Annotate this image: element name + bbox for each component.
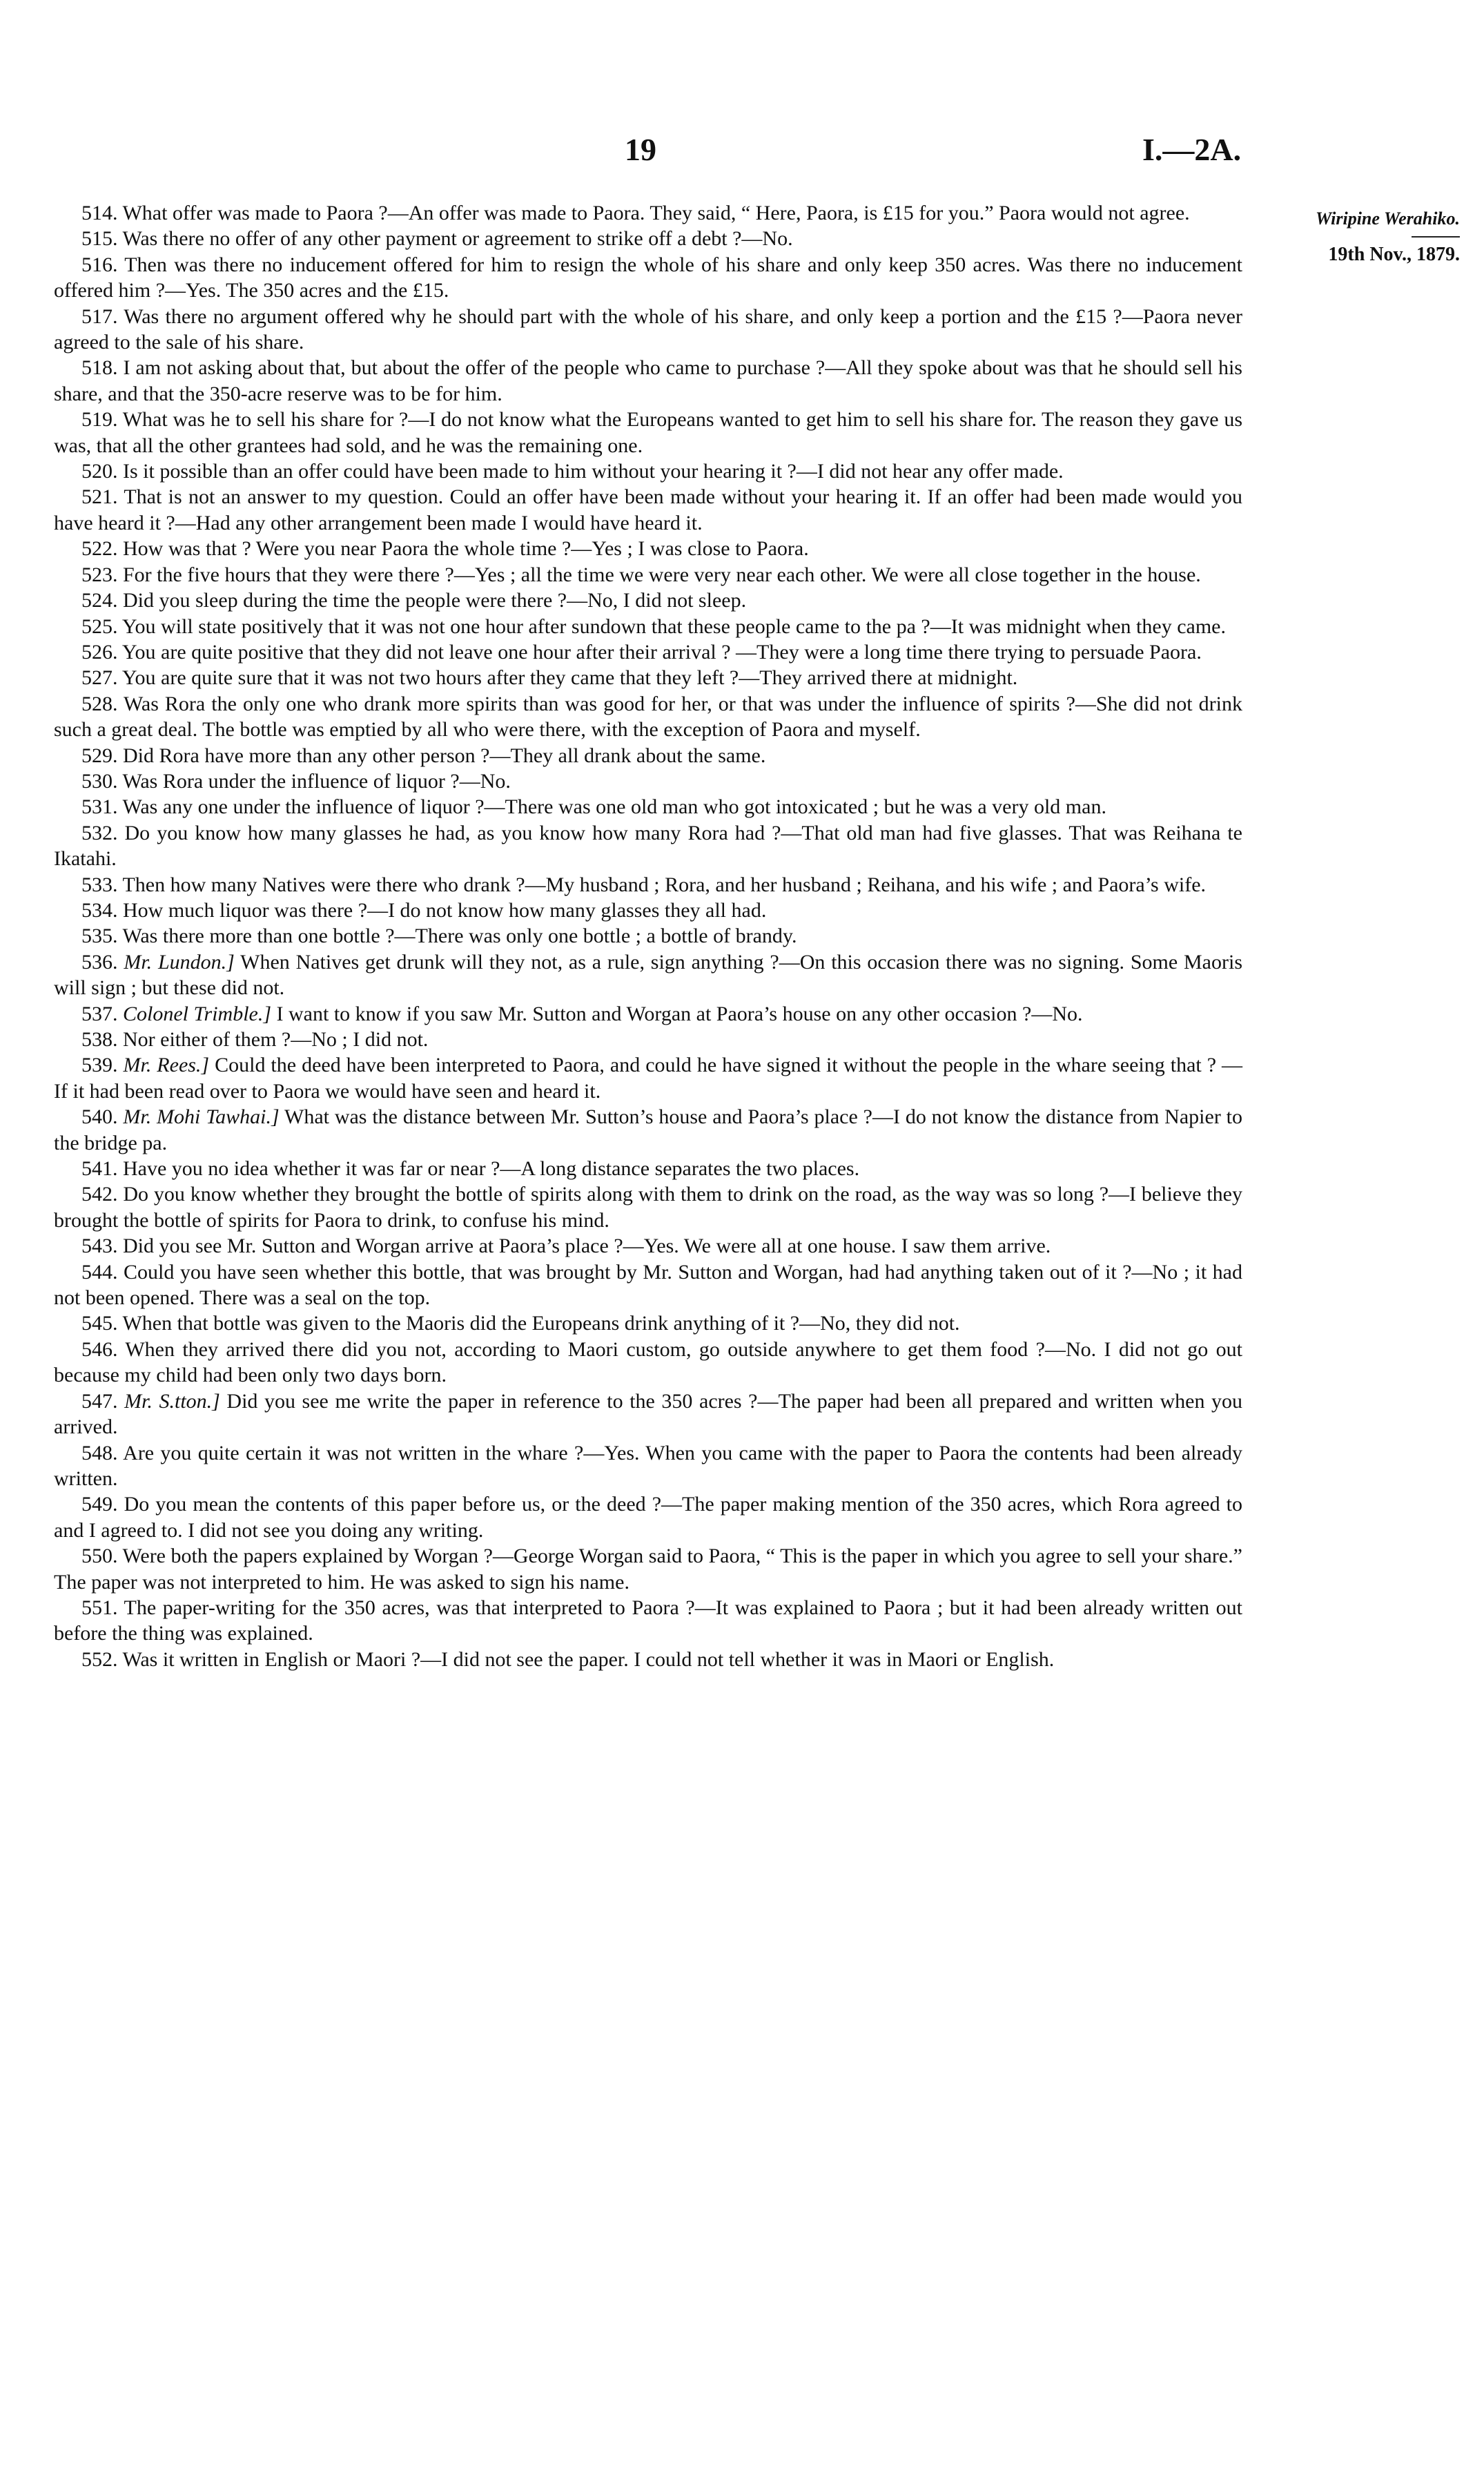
paragraph-text: Did you see me write the paper in reference to the 350 acres ?—The paper had been all prepared and written when you arrived. xyxy=(54,1389,1243,1439)
speaker-label: Mr. Lundon.] xyxy=(124,950,235,974)
paragraph-text: 526. You are quite positive that they did not leave one hour after their arrival ? —They were a long time there trying to persuade Paora. xyxy=(81,640,1202,664)
paragraph-text: 524. Did you sleep during the time the people were there ?—No, I did not sleep. xyxy=(81,589,747,612)
page-header xyxy=(0,131,1484,186)
paragraph-text: 550. Were both the papers explained by Worgan ?—George Worgan said to Paora, “ This is the paper in which you agree to sell your share.” The paper was not interpreted to him. He was asked to sign his name. xyxy=(54,1545,1242,1594)
paragraph-text: 528. Was Rora the only one who drank more spirits than was good for her, or that was under the influence of spirits ?—She did not drink such a great deal. The bottle was emptied by all who were there, with the exception of Paora and myself. xyxy=(54,692,1242,742)
testimony-paragraph xyxy=(54,252,1242,304)
paragraph-text: 536. xyxy=(81,950,118,974)
testimony-paragraph xyxy=(54,872,1242,898)
document-reference: I.—2A. xyxy=(1142,132,1242,167)
testimony-paragraph xyxy=(54,639,1242,665)
testimony-paragraph xyxy=(54,743,1242,768)
testimony-paragraph xyxy=(54,1440,1242,1492)
paragraph-text: 546. When they arrived there did you not, according to Maori custom, go outside anywhere to get them food ?—No. I did not go out because my child had been only two days born. xyxy=(54,1337,1242,1387)
paragraph-text: When Natives get drunk will they not, as a rule, sign anything ?—On this occasion there was no signing. Some Maoris will sign ; but these did not. xyxy=(54,950,1243,1000)
testimony-paragraph xyxy=(54,1001,1242,1027)
paragraph-text: 543. Did you see Mr. Sutton and Worgan arrive at Paora’s place ?—Yes. We were all at one house. I saw them arrive. xyxy=(81,1235,1051,1258)
testimony-paragraph xyxy=(54,304,1242,356)
testimony-paragraph xyxy=(54,691,1242,743)
paragraph-text: 544. Could you have seen whether this bottle, that was brought by Mr. Sutton and Worgan, had had anything taken out of it ?—No ; it had not been opened. There was a seal on the top. xyxy=(54,1260,1242,1310)
paragraph-text: 552. Was it written in English or Maori ?—I did not see the paper. I could not tell whether it was in Maori or English. xyxy=(81,1647,1055,1671)
paragraph-text: 527. You are quite sure that it was not two hours after they came that they left ?—They arrived there at midnight. xyxy=(81,666,1018,690)
paragraph-text: 517. Was there no argument offered why he should part with the whole of his share, and only keep a portion and the £15 ?—Paora never agreed to the sale of his share. xyxy=(54,304,1242,354)
paragraph-text: 521. That is not an answer to my question. Could an offer have been made without your hearing it. If an offer had been made would you have heard it ?—Had any other arrangement been made I would have heard it. xyxy=(54,485,1242,534)
paragraph-text: 523. For the five hours that they were there ?—Yes ; all the time we were very near each other. We were all close together in the house. xyxy=(81,563,1201,586)
paragraph-text: 515. Was there no offer of any other payment or agreement to strike off a debt ?—No. xyxy=(81,227,793,251)
testimony-paragraph xyxy=(54,588,1242,613)
speaker-label: Mr. S.tton.] xyxy=(124,1389,220,1413)
testimony-paragraph xyxy=(54,1104,1242,1156)
testimony-paragraph xyxy=(54,562,1242,588)
paragraph-text: 525. You will state positively that it was not one hour after sundown that these people came to the pa ?—It was midnight when they came. xyxy=(81,615,1226,638)
testimony-paragraph xyxy=(54,1052,1242,1104)
paragraph-text: 547. xyxy=(81,1389,118,1413)
testimony-date: 19th Nov., 1879. xyxy=(1328,244,1460,265)
testimony-paragraph xyxy=(54,820,1242,872)
testimony-paragraph xyxy=(54,355,1242,407)
testimony-paragraph xyxy=(54,1181,1242,1233)
testimony-paragraph xyxy=(54,536,1242,561)
testimony-paragraph xyxy=(54,1388,1242,1440)
testimony-body xyxy=(54,200,1242,1672)
paragraph-text: 538. Nor either of them ?—No ; I did not. xyxy=(81,1028,429,1051)
testimony-paragraph xyxy=(54,1233,1242,1259)
paragraph-text: 534. How much liquor was there ?—I do not know how many glasses they all had. xyxy=(81,898,767,922)
divider xyxy=(1412,236,1460,238)
speaker-label: Mr. Rees.] xyxy=(123,1054,210,1077)
testimony-paragraph xyxy=(54,407,1242,458)
testimony-paragraph xyxy=(54,614,1242,639)
paragraph-text: 548. Are you quite certain it was not written in the whare ?—Yes. When you came with the paper to Paora the contents had been already written. xyxy=(54,1441,1242,1490)
testimony-paragraph xyxy=(54,949,1242,1001)
paragraph-text: 540. xyxy=(81,1105,118,1129)
page-number: 19 xyxy=(625,132,656,167)
testimony-paragraph xyxy=(54,1595,1242,1647)
paragraph-text: Could the deed have been interpreted to Paora, and could he have signed it without the people in the whare seeing that ? — If it had been read over to Paora we would have seen and heard it. xyxy=(54,1054,1243,1103)
paragraph-text: 514. What offer was made to Paora ?—An offer was made to Paora. They said, “ Here, Paora, is £15 for you.” Paora would not agree. xyxy=(81,202,1190,224)
paragraph-text: 518. I am not asking about that, but about the offer of the people who came to purchase ?—All they spoke about was that he should sell his share, and that the 350-acre reserve was to be for him. xyxy=(54,356,1242,405)
paragraph-text: 530. Was Rora under the influence of liquor ?—No. xyxy=(81,769,511,793)
paragraph-text: What was the distance between Mr. Sutton’s house and Paora’s place ?—I do not know the distance from Napier to the bridge pa. xyxy=(54,1105,1242,1154)
paragraph-text: 522. How was that ? Were you near Paora the whole time ?—Yes ; I was close to Paora. xyxy=(81,537,809,561)
testimony-paragraph xyxy=(54,226,1242,251)
paragraph-text: 531. Was any one under the influence of liquor ?—There was one old man who got intoxicated ; but he was a very old man. xyxy=(81,795,1106,819)
paragraph-text: I want to know if you saw Mr. Sutton and Worgan at Paora’s house on any other occasion ?—No. xyxy=(276,1002,1083,1025)
testimony-paragraph xyxy=(54,1337,1242,1388)
paragraph-text: 549. Do you mean the contents of this paper before us, or the deed ?—The paper making mention of the 350 acres, which Rora agreed to and I agreed to. I did not see you doing any writing. xyxy=(54,1493,1242,1542)
paragraph-text: 532. Do you know how many glasses he had, as you know how many Rora had ?—That old man had five glasses. That was Reihana te Ikatahi. xyxy=(54,821,1242,871)
paragraph-text: 539. xyxy=(81,1054,118,1077)
testimony-paragraph xyxy=(54,1543,1242,1595)
paragraph-text: 519. What was he to sell his share for ?—I do not know what the Europeans wanted to get him to sell his share for. The reason they gave us was, that all the other grantees had sold, and he was the remaining one. xyxy=(54,408,1242,457)
paragraph-text: 535. Was there more than one bottle ?—There was only one bottle ; a bottle of brandy. xyxy=(81,925,797,948)
testimony-paragraph xyxy=(54,665,1242,690)
witness-margin-note xyxy=(1253,207,1460,267)
paragraph-text: 516. Then was there no inducement offered for him to resign the whole of his share and only keep 350 acres. Was there no inducement offered him ?—Yes. The 350 acres and the £15. xyxy=(54,253,1242,302)
witness-name: Wiripine Werahiko. xyxy=(1315,209,1460,229)
paragraph-text: 537. xyxy=(81,1002,118,1025)
testimony-paragraph xyxy=(54,1491,1242,1543)
testimony-paragraph xyxy=(54,794,1242,820)
paragraph-text: 529. Did Rora have more than any other person ?—They all drank about the same. xyxy=(81,744,766,767)
paragraph-text: 533. Then how many Natives were there who drank ?—My husband ; Rora, and her husband ; Reihana, and his wife ; and Paora’s wife. xyxy=(81,873,1207,896)
testimony-paragraph xyxy=(54,768,1242,794)
testimony-paragraph xyxy=(54,923,1242,949)
testimony-paragraph xyxy=(54,898,1242,923)
testimony-paragraph xyxy=(54,1310,1242,1336)
paragraph-text: 520. Is it possible than an offer could have been made to him without your hearing it ?—I did not hear any offer made. xyxy=(81,460,1064,483)
testimony-paragraph xyxy=(54,458,1242,484)
testimony-paragraph xyxy=(54,484,1242,536)
testimony-paragraph xyxy=(54,200,1242,226)
paragraph-text: 545. When that bottle was given to the Maoris did the Europeans drink anything of it ?—No, they did not. xyxy=(81,1312,960,1335)
testimony-paragraph xyxy=(54,1647,1242,1672)
testimony-paragraph xyxy=(54,1027,1242,1052)
testimony-paragraph xyxy=(54,1259,1242,1311)
paragraph-text: 551. The paper-writing for the 350 acres, was that interpreted to Paora ?—It was explained to Paora ; but it had been already written out before the thing was explained. xyxy=(54,1596,1242,1645)
paragraph-text: 541. Have you no idea whether it was far or near ?—A long distance separates the two places. xyxy=(81,1157,860,1181)
paragraph-text: 542. Do you know whether they brought the bottle of spirits along with them to drink on the road, as the way was so long ?—I believe they brought the bottle of spirits for Paora to drink, to confuse his mind. xyxy=(54,1183,1242,1232)
testimony-paragraph xyxy=(54,1156,1242,1181)
speaker-label: Mr. Mohi Tawhai.] xyxy=(123,1105,280,1129)
speaker-label: Colonel Trimble.] xyxy=(123,1002,272,1025)
